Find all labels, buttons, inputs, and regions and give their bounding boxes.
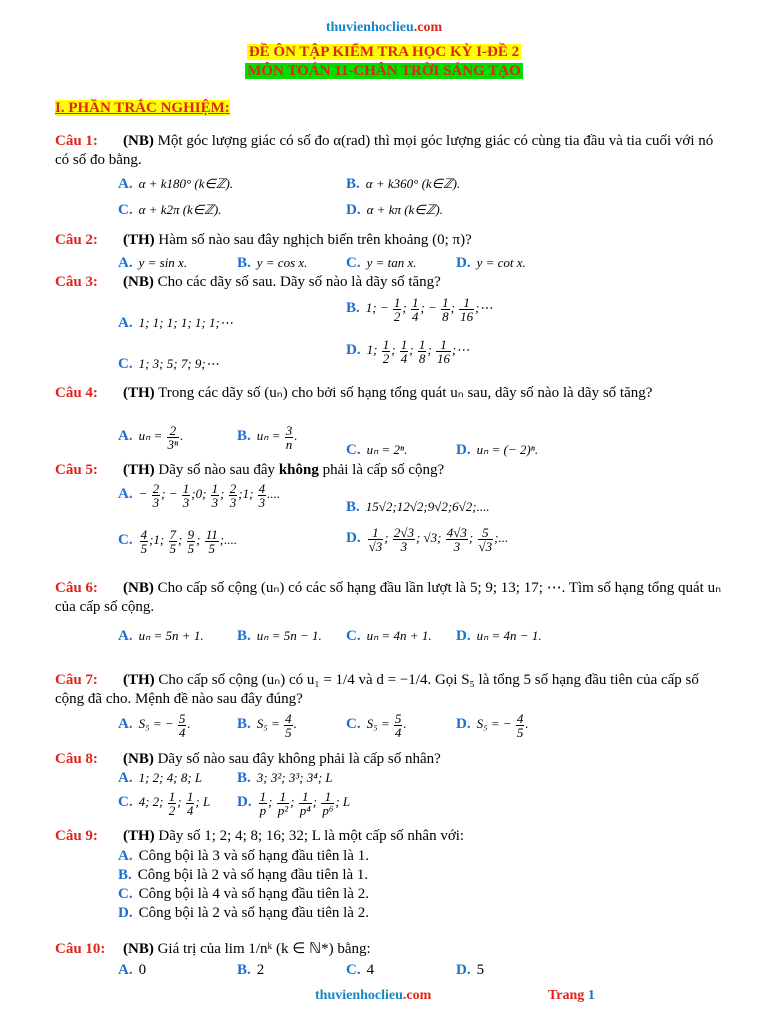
question-level: (NB) (123, 133, 154, 149)
q9-option-b[interactable] (118, 865, 368, 885)
q5-option-b[interactable]: B. 15√2;12√2;9√2;6√2;.... (346, 499, 490, 515)
q4-option-a[interactable]: A. uₙ = $\frac{2}{\text{3ⁿ}}$ . (118, 423, 184, 452)
section-heading (55, 100, 230, 117)
option-text: y = tan x. (366, 255, 417, 270)
question-text: Trong các dãy số (uₙ) cho bởi số hạng tổng quát uₙ sau, dãy số nào là dãy số tăng? (158, 385, 653, 401)
option-text: uₙ = 2ⁿ. (366, 442, 408, 457)
question-level: (TH) (123, 828, 155, 844)
q3-option-b[interactable]: B. 1; − $\frac{1}{2}$ ; $\frac{1}{4}$ ; − $\frac{1}{8}$ ; $\frac{1}{16}$ ;⋯ (346, 295, 493, 324)
option-label: B. (237, 770, 251, 786)
option-label: D. (456, 255, 471, 271)
question-9 (55, 827, 725, 846)
question-number: Câu 10: (55, 941, 106, 957)
option-label: C. (118, 794, 133, 811)
option-label: B. (237, 255, 251, 271)
option-label: D. (456, 628, 471, 644)
q8-option-a[interactable] (118, 768, 202, 788)
question-number: Câu 4: (55, 385, 98, 401)
q2-option-a[interactable] (118, 253, 187, 273)
option-text: Công bội là 3 và số hạng đầu tiên là 1. (138, 848, 369, 864)
option-label: A. (118, 716, 133, 733)
option-label: C. (118, 886, 133, 902)
option-text: α + kπ (k∈ℤ). (366, 202, 443, 217)
question-number: Câu 1: (55, 133, 98, 149)
option-label: D. (237, 794, 252, 811)
q2-option-b[interactable] (237, 253, 307, 273)
q3-option-d[interactable]: D. 1; $\frac{1}{2}$ ; $\frac{1}{4}$ ; $\frac{1}{8}$ ; $\frac{1}{16}$ ;⋯ (346, 337, 470, 366)
question-text: Hàm số nào sau đây nghịch biến trên khoảng (0; π)? (158, 232, 472, 248)
option-text: 4 (366, 962, 375, 978)
question-level: (NB) (123, 941, 154, 957)
q2-option-c[interactable] (346, 253, 417, 273)
question-text-emphasis: không (278, 462, 319, 478)
option-label: D. (456, 716, 471, 733)
question-8 (55, 750, 725, 769)
option-label: C. (346, 716, 361, 733)
option-label: B. (346, 176, 360, 192)
q2-option-d[interactable] (456, 253, 526, 273)
footer-site-domain: .com (402, 988, 432, 1003)
option-text: 0 (138, 962, 147, 978)
exam-subtitle-text: MÔN TOÁN 11-CHÂN TRỜI SÁNG TẠO (247, 63, 521, 79)
question-text: Dãy số nào sau đây không phải là cấp số nhân? (157, 751, 441, 767)
q7-option-d[interactable]: D. S₅ = − $\frac{4}{5}$ . (456, 711, 529, 740)
option-text: α + k360° (k∈ℤ). (365, 176, 461, 191)
option-text: Công bội là 4 và số hạng đầu tiên là 2. (138, 886, 369, 902)
question-text: Giá trị của lim 1/nᵏ (k ∈ ℕ*) bằng: (157, 941, 371, 957)
q7-option-a[interactable]: A. S₅ = − $\frac{5}{4}$ . (118, 711, 191, 740)
q1-option-d[interactable] (346, 200, 443, 220)
question-3 (55, 273, 725, 292)
question-number: Câu 6: (55, 580, 98, 596)
page-label: Trang (548, 988, 585, 1003)
option-text: Công bội là 2 và số hạng đầu tiên là 1. (137, 867, 369, 883)
option-text: 2 (256, 962, 265, 978)
question-level: (NB) (123, 274, 154, 290)
section-heading-text: I. PHẦN TRẮC NGHIỆM: (55, 100, 230, 116)
question-text: Cho cấp số cộng (uₙ) có u₁ = 1/4 và d = −1/4. Gọi S₅ là tổng 5 số hạng đầu tiên của cấp số cộng đã cho. Mệnh đề nào sau đây đúng? (55, 672, 699, 707)
option-label: C. (346, 255, 361, 271)
q4-option-c[interactable] (346, 440, 407, 460)
option-text: 5 (476, 962, 485, 978)
option-label: D. (456, 442, 471, 458)
q5-option-d[interactable]: D. $\frac{1}{√3}$ ; $\frac{2√3}{3}$ ; √3; $\frac{4√3}{3}$ ; $\frac{5}{√3}$ ;... (346, 525, 509, 554)
option-label: B. (346, 300, 360, 317)
question-1 (55, 132, 725, 170)
question-number: Câu 3: (55, 274, 98, 290)
option-label: B. (237, 716, 251, 733)
q7-option-c[interactable]: C. S₅ = $\frac{5}{4}$ . (346, 711, 407, 740)
option-label: C. (346, 442, 361, 458)
option-label: C. (118, 202, 133, 218)
question-number: Câu 8: (55, 751, 98, 767)
option-label: D. (456, 962, 471, 978)
q10-option-a[interactable] (118, 960, 146, 980)
option-text: 1; 3; 5; 7; 9;⋯ (138, 356, 219, 371)
question-number: Câu 5: (55, 462, 98, 478)
option-label: A. (118, 255, 133, 271)
q5-option-c[interactable]: C. $\frac{4}{5}$ ;1; $\frac{7}{5}$ ; $\frac{9}{5}$ ; $\frac{11}{5}$ ;.... (118, 527, 238, 556)
question-level: (NB) (123, 751, 154, 767)
option-text: uₙ = 4n − 1. (476, 628, 542, 643)
option-label: D. (346, 202, 361, 218)
page-number (548, 988, 595, 1004)
question-number: Câu 2: (55, 232, 98, 248)
option-label: D. (346, 342, 361, 359)
question-5 (55, 461, 725, 480)
option-label: B. (346, 499, 360, 515)
option-label: B. (237, 628, 251, 644)
option-label: B. (118, 867, 132, 883)
q9-option-c[interactable] (118, 884, 369, 904)
option-label: D. (118, 905, 133, 921)
exam-title (0, 44, 768, 61)
q6-option-a[interactable] (118, 626, 204, 646)
q1-option-c[interactable] (118, 200, 221, 220)
page-num: 1 (587, 988, 595, 1003)
footer-site-name: thuvienhoclieu (315, 988, 403, 1003)
question-text: Dãy số nào sau đây (158, 462, 279, 478)
footer-site-link[interactable] (315, 988, 431, 1004)
option-text: Công bội là 2 và số hạng đầu tiên là 2. (138, 905, 369, 921)
exam-subtitle (0, 63, 768, 80)
option-text: α + k180° (k∈ℤ). (138, 176, 234, 191)
q6-option-c[interactable] (346, 626, 432, 646)
option-text: uₙ = 5n − 1. (256, 628, 322, 643)
option-text: uₙ = 4n + 1. (366, 628, 432, 643)
option-text: 1; 2; 4; 8; L (138, 770, 203, 785)
question-level: (TH) (123, 385, 155, 401)
question-number: Câu 9: (55, 828, 98, 844)
question-text: Cho cấp số cộng (uₙ) có các số hạng đầu lần lượt là 5; 9; 13; 17; ⋯. Tìm số hạng tổng quát uₙ của cấp số cộng. (55, 580, 722, 615)
q4-option-b[interactable]: B. uₙ = $\frac{3}{n}$ . (237, 423, 298, 452)
question-7 (55, 671, 725, 709)
question-6 (55, 579, 725, 617)
q9-option-d[interactable] (118, 903, 369, 923)
option-label: A. (118, 428, 133, 445)
option-text: y = cos x. (256, 255, 308, 270)
question-text: Cho các dãy số sau. Dãy số nào là dãy số tăng? (157, 274, 441, 290)
question-level: (TH) (123, 232, 155, 248)
option-text: 1; 1; 1; 1; 1; 1;⋯ (138, 315, 233, 330)
option-label: C. (346, 962, 361, 978)
q5-option-a[interactable]: A. − $\frac{2}{3}$ ; − $\frac{1}{3}$ ;0; $\frac{1}{3}$ ; $\frac{2}{3}$ ;1; $\frac{4}{3}$ .... (118, 481, 281, 510)
option-label: C. (118, 356, 133, 372)
q6-option-d[interactable] (456, 626, 542, 646)
site-domain: .com (413, 20, 443, 35)
q6-option-b[interactable] (237, 626, 322, 646)
option-text: uₙ = (− 2)ⁿ. (476, 442, 539, 457)
question-text: Dãy số 1; 2; 4; 8; 16; 32; L là một cấp số nhân với: (158, 828, 465, 844)
q7-option-b[interactable]: B. S₅ = $\frac{4}{5}$ . (237, 711, 297, 740)
q10-option-c[interactable] (346, 960, 374, 980)
q10-option-b[interactable] (237, 960, 264, 980)
option-label: A. (118, 848, 133, 864)
option-text: y = cot x. (476, 255, 526, 270)
option-text: 3; 3²; 3³; 3⁴; L (256, 770, 333, 785)
question-text: phải là cấp số cộng? (318, 462, 445, 478)
question-text: Một góc lượng giác có số đo α(rad) thì mọi góc lượng giác có cùng tia đầu và tia cuối với nó có số đo bằng. (55, 133, 714, 168)
exam-title-text: ĐỀ ÔN TẬP KIỂM TRA HỌC KỲ I-ĐỀ 2 (248, 44, 520, 60)
q1-option-a[interactable] (118, 174, 233, 194)
option-text: uₙ = 5n + 1. (138, 628, 204, 643)
option-label: D. (346, 530, 361, 547)
option-label: A. (118, 628, 133, 644)
option-label: B. (237, 428, 251, 445)
option-label: A. (118, 315, 133, 331)
question-level: (NB) (123, 580, 154, 596)
question-2 (55, 231, 725, 250)
option-label: A. (118, 176, 133, 192)
question-level: (TH) (123, 672, 155, 688)
question-number: Câu 7: (55, 672, 98, 688)
site-name: thuvienhoclieu (325, 20, 414, 35)
question-level: (TH) (123, 462, 155, 478)
option-label: A. (118, 770, 133, 786)
q3-option-c[interactable] (118, 354, 219, 374)
q8-option-d[interactable]: D. $\frac{1}{p}$ ; $\frac{1}{\text{p²}}$ ; $\frac{1}{\text{p⁴}}$ ; $\frac{1}{\text{p⁶}}$ ; L (237, 789, 351, 818)
question-4 (55, 384, 725, 403)
option-label: A. (118, 486, 133, 503)
q1-option-b[interactable] (346, 174, 460, 194)
option-label: A. (118, 962, 133, 978)
option-label: C. (118, 532, 133, 549)
q9-option-a[interactable] (118, 846, 369, 866)
option-label: B. (237, 962, 251, 978)
q3-option-a[interactable] (118, 313, 233, 333)
q4-option-d[interactable] (456, 440, 538, 460)
option-text: α + k2π (k∈ℤ). (138, 202, 222, 217)
option-text: y = sin x. (138, 255, 188, 270)
q8-option-c[interactable]: C. 4; 2; $\frac{1}{2}$ ; $\frac{1}{4}$ ; L (118, 789, 211, 818)
question-10 (55, 940, 725, 959)
site-header-link[interactable] (0, 20, 768, 36)
q8-option-b[interactable] (237, 768, 333, 788)
q10-option-d[interactable] (456, 960, 484, 980)
option-label: C. (346, 628, 361, 644)
